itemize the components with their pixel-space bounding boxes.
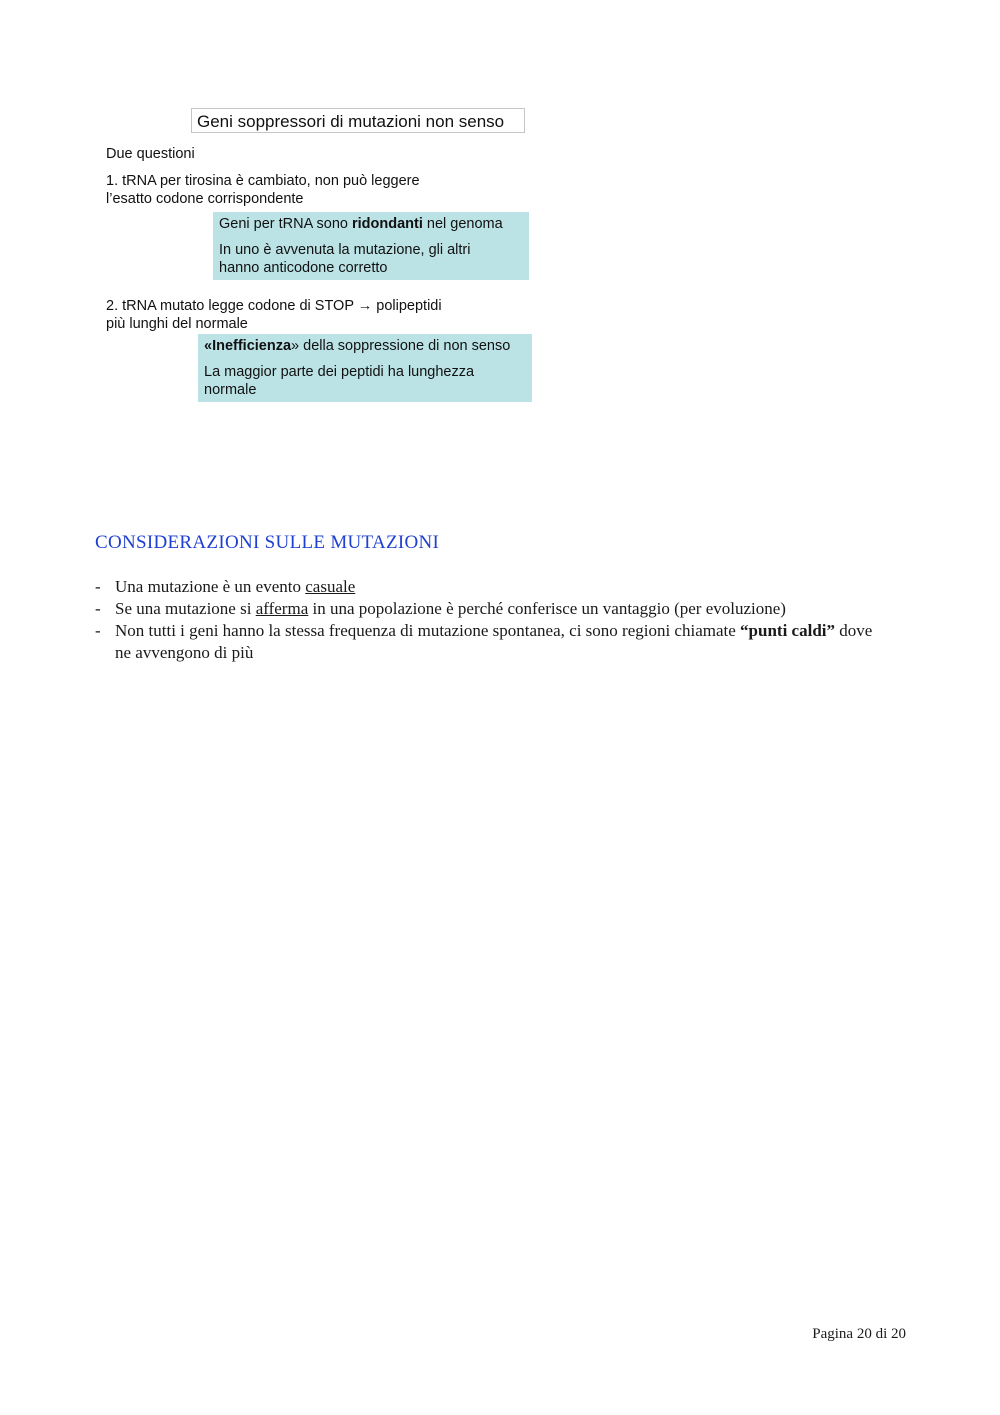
question-2 [106, 297, 442, 333]
list-item [95, 620, 885, 664]
answer-box-2-line-1 [204, 337, 526, 355]
box1-line2b: hanno anticodone corretto [219, 260, 388, 276]
question-2-line-2: più lunghi del normale [106, 316, 248, 332]
box2-line2a: La maggior parte dei peptidi ha lunghezza [204, 364, 475, 380]
bullet-marker: - [95, 577, 101, 596]
bullet-2-underlined: afferma [255, 599, 309, 618]
answer-box-1 [213, 212, 529, 280]
bullet-1-text: Una mutazione è un evento [115, 577, 306, 596]
answer-box-2 [198, 334, 532, 402]
answer-box-1-line-1 [219, 215, 523, 233]
bullet-2-text-post: in una popolazione è perché conferisce un vantaggio (per evoluzione) [308, 599, 786, 618]
answer-box-1-line-2 [219, 241, 523, 277]
box2-line2b: normale [204, 382, 257, 398]
answer-box-2-line-2 [204, 363, 526, 399]
bullet-3-text-pre: Non tutti i geni hanno la stessa frequenza di mutazione spontanea, ci sono regioni chiamate [115, 621, 741, 640]
question-1 [106, 172, 420, 208]
box2-text-bold: «Inefficienza [204, 338, 292, 354]
question-1-line-1: 1. tRNA per tirosina è cambiato, non può leggere [106, 173, 420, 189]
box1-text-bold: ridondanti [352, 216, 423, 232]
box2-text-post: » della soppressione di non senso [291, 338, 511, 354]
bullet-3-bold: “punti caldi” [740, 621, 835, 640]
slide-title: Geni soppressori di mutazioni non senso [191, 108, 525, 133]
section-heading: CONSIDERAZIONI SULLE MUTAZIONI [95, 532, 440, 553]
bullet-2-text-pre: Se una mutazione si [115, 599, 256, 618]
slide-intro: Due questioni [106, 146, 195, 162]
question-2-line-1: 2. tRNA mutato legge codone di STOP → polipeptidi [106, 298, 442, 314]
bullet-1-underlined: casuale [305, 577, 356, 596]
box1-text-pre: Geni per tRNA sono [219, 216, 352, 232]
list-item [95, 598, 885, 620]
box1-line2a: In uno è avvenuta la mutazione, gli altri [219, 242, 471, 258]
page-number: Pagina 20 di 20 [812, 1326, 906, 1342]
bullet-3-text-post: dove ne avvengono di più [115, 621, 873, 662]
bullet-marker: - [95, 599, 101, 618]
question-1-line-2: l’esatto codone corrispondente [106, 191, 304, 207]
box1-text-post: nel genoma [422, 216, 503, 232]
bullet-marker: - [95, 621, 101, 640]
bullet-list [95, 576, 885, 664]
list-item [95, 576, 885, 598]
